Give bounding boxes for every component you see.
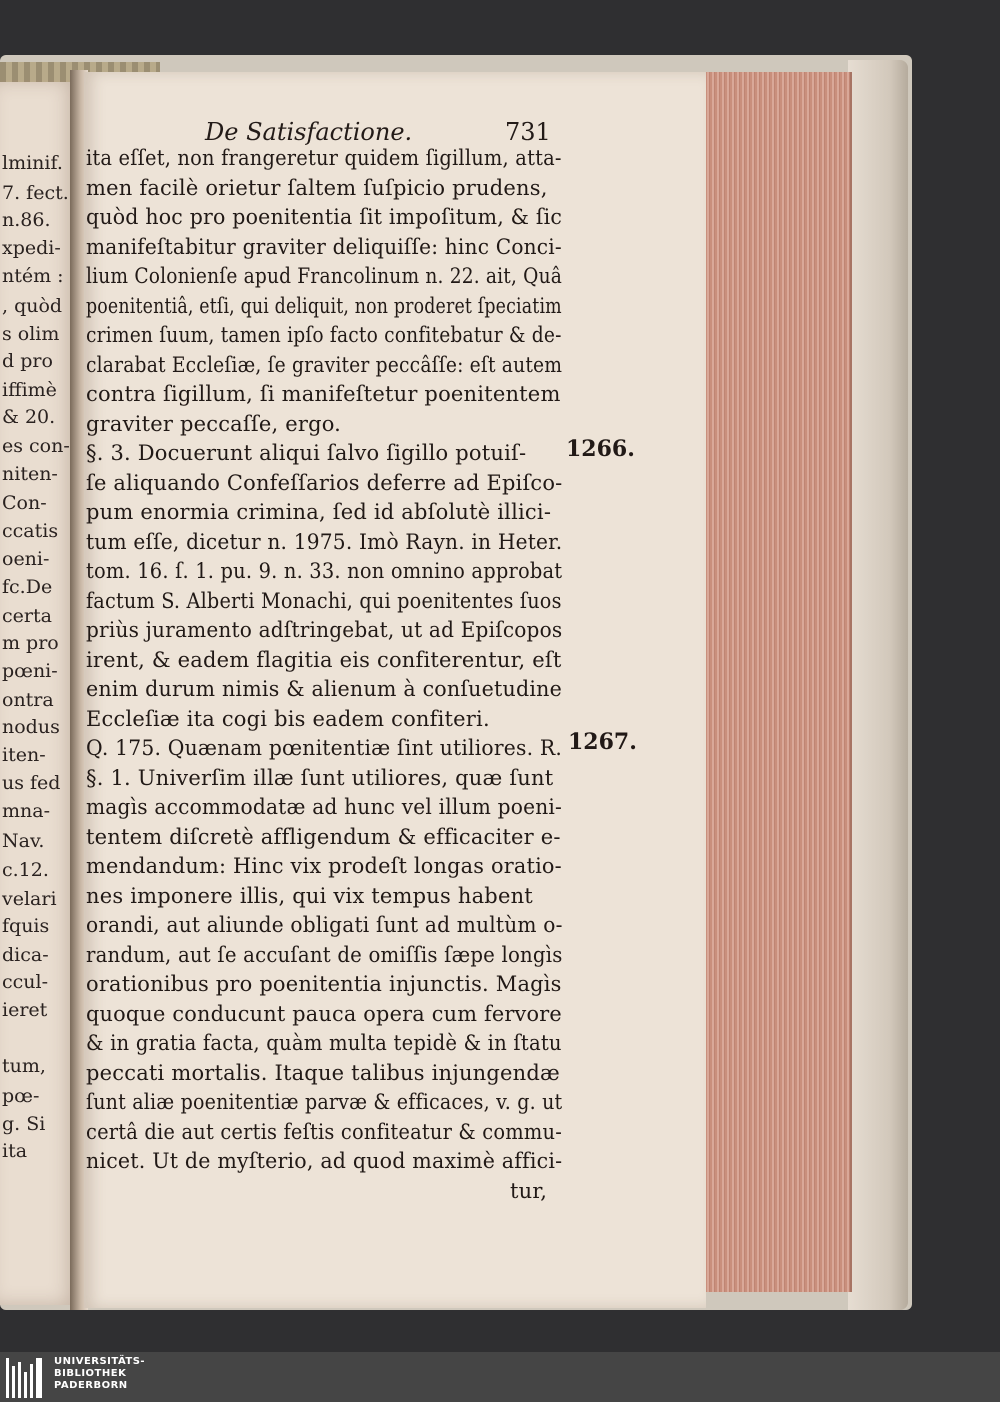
left-page-fragment: 7. fect.	[2, 182, 69, 204]
text-line: ita eſſet, non frangeretur quidem ſigillum, atta-	[86, 146, 562, 170]
text-line: factum S. Alberti Monachi, qui poenitentes ſuos	[86, 588, 562, 613]
left-page-fragment: velari	[2, 888, 57, 910]
text-line: crimen ſuum, tamen ipſo facto confitebatur & de-	[86, 323, 562, 347]
left-page-fragment: nodus	[2, 716, 60, 738]
margin-number: 1266.	[566, 436, 635, 462]
left-page-fragment: ccul-	[2, 971, 49, 993]
text-line: graviter peccaſſe, ergo.	[86, 411, 342, 436]
library-logo-icon	[6, 1358, 50, 1398]
library-name-line1: UNIVERSITÄTS-	[54, 1356, 146, 1367]
text-line: randum, aut ſe accuſant de omiſſis ſæpe longìs	[86, 942, 563, 967]
left-page-fragment: ccatis	[2, 520, 59, 542]
text-line: clarabat Eccleſiæ, ſe graviter peccâſſe: eſt autem	[86, 352, 563, 377]
footer-bar	[0, 1352, 1000, 1402]
margin-number: 1267.	[568, 729, 637, 755]
text-line: orandi, aut aliunde obligati ſunt ad multùm o-	[86, 913, 563, 937]
library-name-line3: PADERBORN	[54, 1380, 128, 1391]
text-line: ſunt aliæ poenitentiæ parvæ & efficaces, v. g. ut	[86, 1090, 563, 1114]
text-line: magìs accommodatæ ad hunc vel illum poeni-	[86, 795, 563, 819]
library-name-line2: BIBLIOTHEK	[54, 1368, 127, 1379]
left-page-fragment: ntém :	[2, 265, 64, 287]
page-number: 731	[505, 118, 551, 146]
left-page-fragment: lminif.	[2, 152, 63, 174]
text-line: nicet. Ut de myſterio, ad quod maximè affici-	[86, 1149, 563, 1173]
left-page-fragment: dica-	[2, 944, 49, 966]
text-line: tentem diſcretè affligendum & efficaciter e-	[86, 824, 561, 849]
running-head: De Satisfactione.	[205, 118, 413, 146]
left-page-fragment: n.86.	[2, 209, 51, 231]
left-page-fragment: oeni-	[2, 548, 50, 570]
text-line: tur,	[510, 1178, 548, 1203]
left-page-fragment: s olim	[2, 323, 60, 345]
text-line: lium Colonienſe apud Francolinum n. 22. ait, Quâ	[86, 264, 563, 288]
text-line: Q. 175. Quænam pœnitentiæ ſint utiliores. R.	[86, 736, 563, 760]
left-page-fragment: niten-	[2, 463, 58, 485]
left-page-fragment: iten-	[2, 744, 46, 766]
text-line: & in gratia facta, quàm multa tepidè & in ſtatu	[86, 1031, 562, 1055]
left-page-fragment: mna-	[2, 800, 51, 822]
text-line: orationibus pro poenitentia injunctis. Magìs	[86, 972, 562, 996]
page-edges	[700, 72, 852, 1292]
left-page-fragment: us fed	[2, 772, 61, 794]
book-cover-edge	[848, 60, 908, 1310]
left-page-fragment: xpedi-	[2, 237, 61, 259]
left-page-fragment: , quòd	[2, 295, 63, 317]
left-page-fragment: ieret	[2, 999, 48, 1021]
left-page-fragment: m pro	[2, 632, 59, 654]
text-line: priùs juramento adſtringebat, ut ad Epiſcopos	[86, 618, 563, 642]
text-line: certâ die aut certis feſtis confiteatur & commu-	[86, 1119, 562, 1144]
left-page-fragment: & 20.	[2, 406, 56, 428]
text-line: tum eſſe, dicetur n. 1975. Imò Rayn. in Heter.	[86, 529, 563, 554]
text-line: mendandum: Hinc vix prodeſt longas oratio-	[86, 854, 562, 878]
text-line: poenitentiâ, etſi, qui deliquit, non proderet ſpeciatim	[86, 293, 562, 318]
left-page-fragment: es con-	[2, 435, 70, 457]
left-page-fragment: g. Si	[2, 1113, 46, 1135]
text-line: enim durum nimis & alienum à conſuetudine	[86, 677, 562, 701]
left-page-fragment: ontra	[2, 689, 54, 711]
left-page-fragment: d pro	[2, 350, 53, 372]
text-line: contra ſigillum, ſi manifeſtetur poenitentem	[86, 382, 561, 406]
text-line: quòd hoc pro poenitentia ſit impoſitum, & ſic	[86, 205, 563, 229]
text-line: Eccleſiæ ita cogi bis eadem confiteri.	[86, 706, 490, 731]
left-page-fragment: iffimè	[2, 379, 57, 401]
left-page-fragment: Nav.	[2, 830, 45, 852]
text-line: irent, & eadem flagitia eis confiterentur, eſt	[86, 647, 562, 672]
left-page-fragment: fquis	[2, 915, 50, 937]
left-page-fragment: ita	[2, 1140, 28, 1162]
left-page-fragment: fc.De	[2, 576, 53, 598]
text-line: ſe aliquando Confeſſarios deferre ad Epiſco-	[86, 470, 563, 495]
left-page	[0, 80, 78, 1305]
left-page-fragment: Con-	[2, 492, 47, 514]
left-page-fragment: c.12.	[2, 859, 49, 881]
left-page-fragment: tum,	[2, 1055, 46, 1077]
left-page-fragment: pœni-	[2, 660, 58, 682]
left-page-fragment: certa	[2, 605, 52, 627]
text-line: manifeſtabitur graviter deliquiſſe: hinc Conci-	[86, 234, 562, 259]
text-line: pum enormia crimina, ſed id abſolutè illici-	[86, 500, 552, 524]
text-line: men facilè orietur ſaltem ſuſpicio prudens,	[86, 175, 548, 200]
text-line: quoque conducunt pauca opera cum fervore	[86, 1001, 562, 1026]
text-line: §. 3. Docuerunt aliqui ſalvo ſigillo potuiſ-	[86, 441, 527, 465]
left-page-fragment: pœ-	[2, 1085, 40, 1107]
text-line: tom. 16. ſ. 1. pu. 9. n. 33. non omnino approbat	[86, 559, 563, 583]
text-line: nes imponere illis, qui vix tempus habent	[86, 883, 533, 908]
text-line: §. 1. Univerſim illæ ſunt utiliores, quæ ſunt	[86, 765, 554, 790]
text-line: peccati mortalis. Itaque talibus injungendæ	[86, 1060, 560, 1085]
